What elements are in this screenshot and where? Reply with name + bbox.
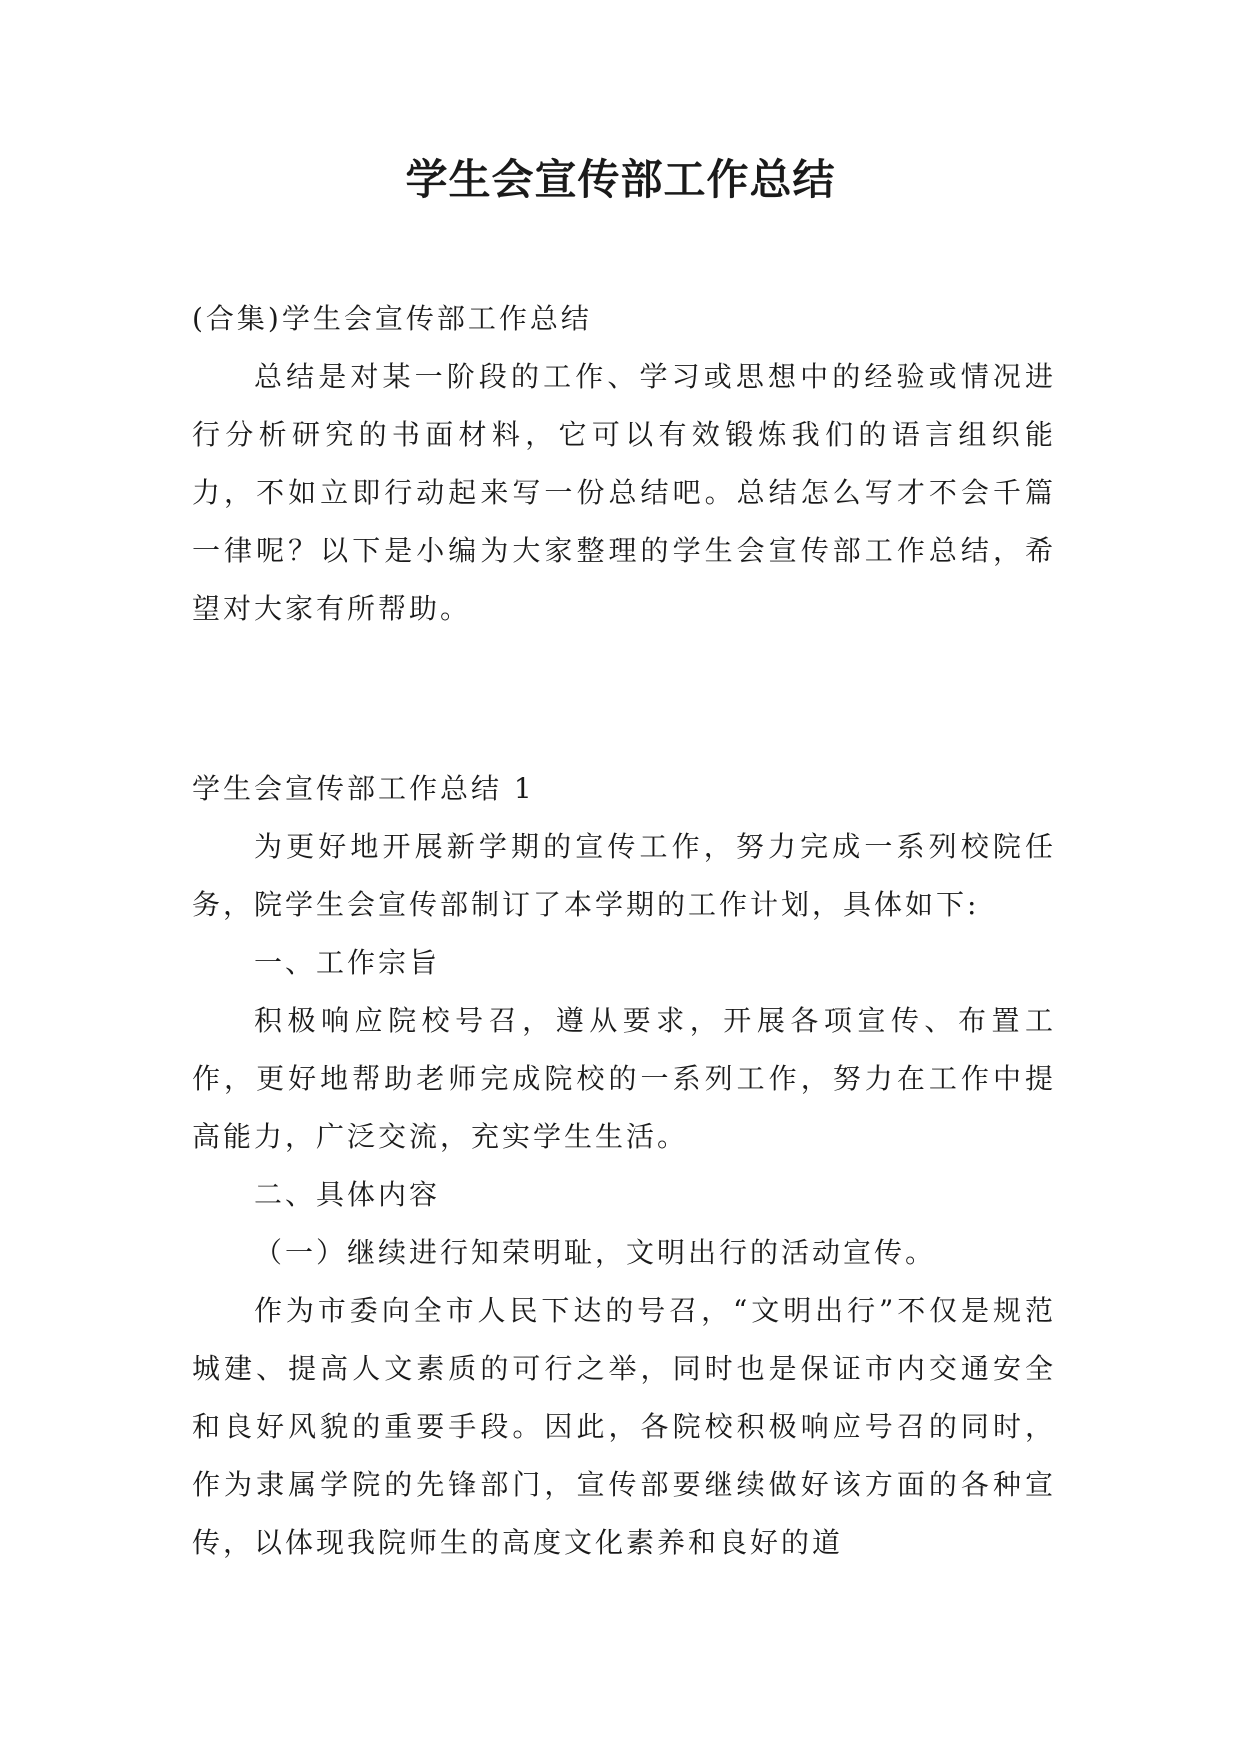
section-heading: 学生会宣传部工作总结 1 <box>192 772 535 805</box>
section-subheading: 二、具体内容 <box>254 1178 441 1211</box>
section-item-heading: （一）继续进行知荣明耻，文明出行的活动宣传。 <box>254 1236 937 1269</box>
section-paragraph: 为更好地开展新学期的宣传工作，努力完成一系列校院任务，院学生会宣传部制订了本学期的工作计划，具体如下: <box>192 830 1056 921</box>
section-paragraph: 积极响应院校号召，遵从要求，开展各项宣传、布置工作，更好地帮助老师完成院校的一系列工作，努力在工作中提高能力，广泛交流，充实学生生活。 <box>192 1004 1056 1153</box>
section-subheading: 一、工作宗旨 <box>254 946 441 979</box>
intro-block <box>192 290 1056 638</box>
document-subtitle: (合集)学生会宣传部工作总结 <box>192 302 592 335</box>
section-paragraph: 作为市委向全市人民下达的号召，“文明出行”不仅是规范城建、提高人文素质的可行之举，同时也是保证市内交通安全和良好风貌的重要手段。因此，各院校积极响应号召的同时，作为隶属学院的先锋部门，宣传部要继续做好该方面的各种宣传，以体现我院师生的高度文化素养和良好的道 <box>192 1294 1056 1559</box>
intro-paragraph: 总结是对某一阶段的工作、学习或思想中的经验或情况进行分析研究的书面材料，它可以有效锻炼我们的语言组织能力，不如立即行动起来写一份总结吧。总结怎么写才不会千篇一律呢？以下是小编为大家整理的学生会宣传部工作总结，希望对大家有所帮助。 <box>192 360 1056 625</box>
section-block <box>192 760 1056 1572</box>
document-title: 学生会宣传部工作总结 <box>405 155 836 204</box>
